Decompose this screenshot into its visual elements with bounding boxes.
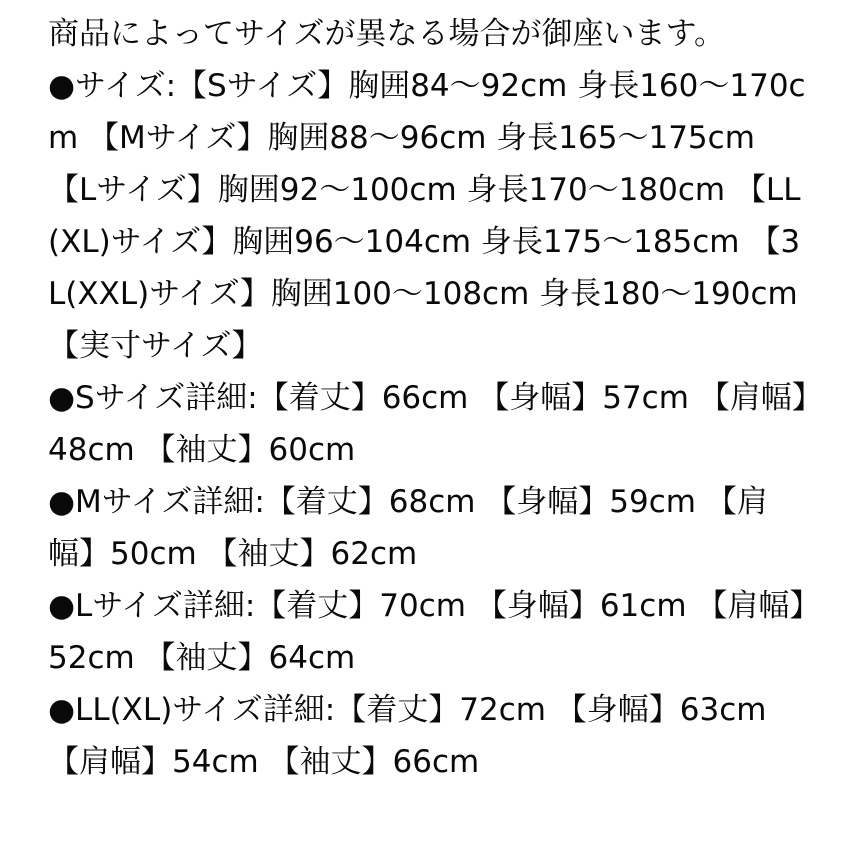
paragraph-size-l-details: ●Lサイズ詳細:【着丈】70cm 【身幅】61cm 【肩幅】52cm 【袖丈】64cm <box>48 588 805 676</box>
paragraph-size-ll-details: ●LL(XL)サイズ詳細:【着丈】72cm 【身幅】63cm 【肩幅】54cm 【袖丈】66cm <box>48 692 767 780</box>
paragraph-actual-size-heading: 【実寸サイズ】 <box>48 328 263 364</box>
paragraph-size-chart: ●サイズ:【Sサイズ】胸囲84〜92cm 身長160〜170cm 【Mサイズ】胸囲88〜96cm 身長165〜175cm 【Lサイズ】胸囲92〜100cm 身長170〜180cm 【LL(XL)サイズ】胸囲96〜104cm 身長175〜185cm 【3L(XXL)サイズ】胸囲100〜108cm 身長180〜190cm <box>48 68 806 312</box>
product-size-description <box>48 8 812 788</box>
paragraph-size-s-details: ●Sサイズ詳細:【着丈】66cm 【身幅】57cm 【肩幅】48cm 【袖丈】60cm <box>48 380 808 468</box>
paragraph-size-m-details: ●Mサイズ詳細:【着丈】68cm 【身幅】59cm 【肩幅】50cm 【袖丈】62cm <box>48 484 768 572</box>
paragraph-size-variation-note: 商品によってサイズが異なる場合が御座います。 <box>48 16 726 52</box>
